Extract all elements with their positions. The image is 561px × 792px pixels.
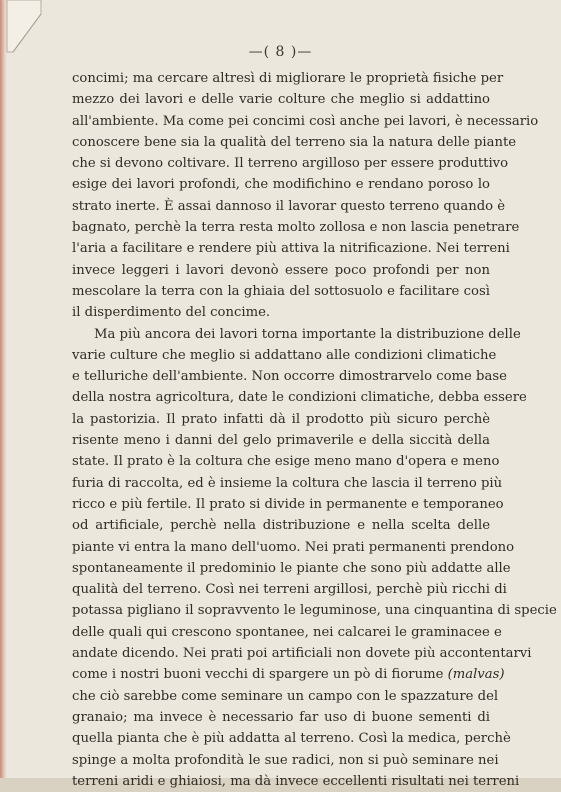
- text-line: il disperdimento del concime.: [72, 305, 271, 321]
- text-line: varie culture che meglio si addattano alle condizioni climatiche: [72, 347, 497, 363]
- text-line: strato inerte. È assai dannoso il lavorar questo terreno quando è: [72, 198, 506, 214]
- text-line: potassa pigliano il sopravvento le leguminose, una cinquantina di specie: [72, 603, 557, 619]
- text-line: piante vi entra la mano dell'uomo. Nei prati permanenti prendono: [72, 539, 515, 555]
- text-line: concimi; ma cercare altresì di migliorare le proprietà fisiche per: [72, 71, 504, 86]
- text-line: furia di raccolta, ed è insieme la coltura che lascia il terreno più: [72, 475, 503, 491]
- text-line: conoscere bene sia la qualità del terreno sia la natura delle piante: [72, 134, 517, 150]
- text-line: state. Il prato è la coltura che esige meno mano d'opera e meno: [72, 454, 500, 470]
- text-line: come i nostri buoni vecchi di spargere un pò di fiorume (malvas): [72, 667, 505, 683]
- text-line: terreni aridi e ghiaiosi, ma dà invece eccellenti risultati nei terreni: [72, 773, 520, 789]
- text-line: e telluriche dell'ambiente. Non occorre dimostrarvelo come base: [72, 369, 507, 385]
- text-line: od artificiale, perchè nella distribuzione e nella scelta delle: [72, 518, 490, 534]
- text-line: all'ambiente. Ma come pei concimi così anche pei lavori, è necessario: [72, 113, 539, 129]
- text-line: ricco e più fertile. Il prato si divide in permanente e temporaneo: [72, 496, 504, 512]
- text-line: mescolare la terra con la ghiaia del sottosuolo e facilitare così: [72, 283, 490, 299]
- text-line: che si devono coltivare. Il terreno argilloso per essere produttivo: [72, 156, 509, 172]
- text-line: bagnato, perchè la terra resta molto zollosa e non lascia penetrare: [72, 220, 520, 236]
- text-line: spinge a molta profondità le sue radici, non si può seminare nei: [72, 752, 499, 768]
- paragraph: [72, 68, 539, 324]
- text-line: andate dicendo. Nei prati poi artificiali non dovete più accontentarvi: [72, 646, 532, 662]
- page-number: —( 8 )—: [248, 44, 313, 60]
- text-line: delle quali qui crescono spontanee, nei calcarei le graminacee e: [72, 624, 502, 640]
- text-line: esige dei lavori profondi, che modifichino e rendano poroso lo: [72, 177, 490, 193]
- body-text: [72, 68, 557, 792]
- text-line: mezzo dei lavori e delle varie colture che meglio si addattino: [72, 92, 490, 108]
- paragraph: [72, 324, 557, 792]
- text-line: che ciò sarebbe come seminare un campo con le spazzature del: [72, 688, 499, 704]
- text-line: qualità del terreno. Così nei terreni argillosi, perchè più ricchi di: [72, 582, 507, 598]
- text-line: quella pianta che è più addatta al terreno. Così la medica, perchè: [72, 731, 511, 747]
- text-line: granaio; ma invece è necessario far uso di buone sementi di: [72, 709, 490, 725]
- text-line: invece leggeri i lavori devonò essere poco profondi per non: [72, 262, 490, 278]
- page-edge: [0, 0, 7, 778]
- text-line: la pastorizia. Il prato infatti dà il prodotto più sicuro perchè: [72, 411, 490, 427]
- text-line: l'aria a facilitare e rendere più attiva la nitrificazione. Nei terreni: [72, 241, 510, 257]
- text-line: Ma più ancora dei lavori torna importante la distribuzione delle: [94, 326, 521, 342]
- text-line: della nostra agricoltura, date le condizioni climatiche, debba essere: [72, 390, 527, 406]
- text-line: risente meno i danni del gelo primaverile e della siccità della: [72, 433, 490, 449]
- text-line: spontaneamente il predominio le piante che sono più addatte alle: [72, 560, 511, 576]
